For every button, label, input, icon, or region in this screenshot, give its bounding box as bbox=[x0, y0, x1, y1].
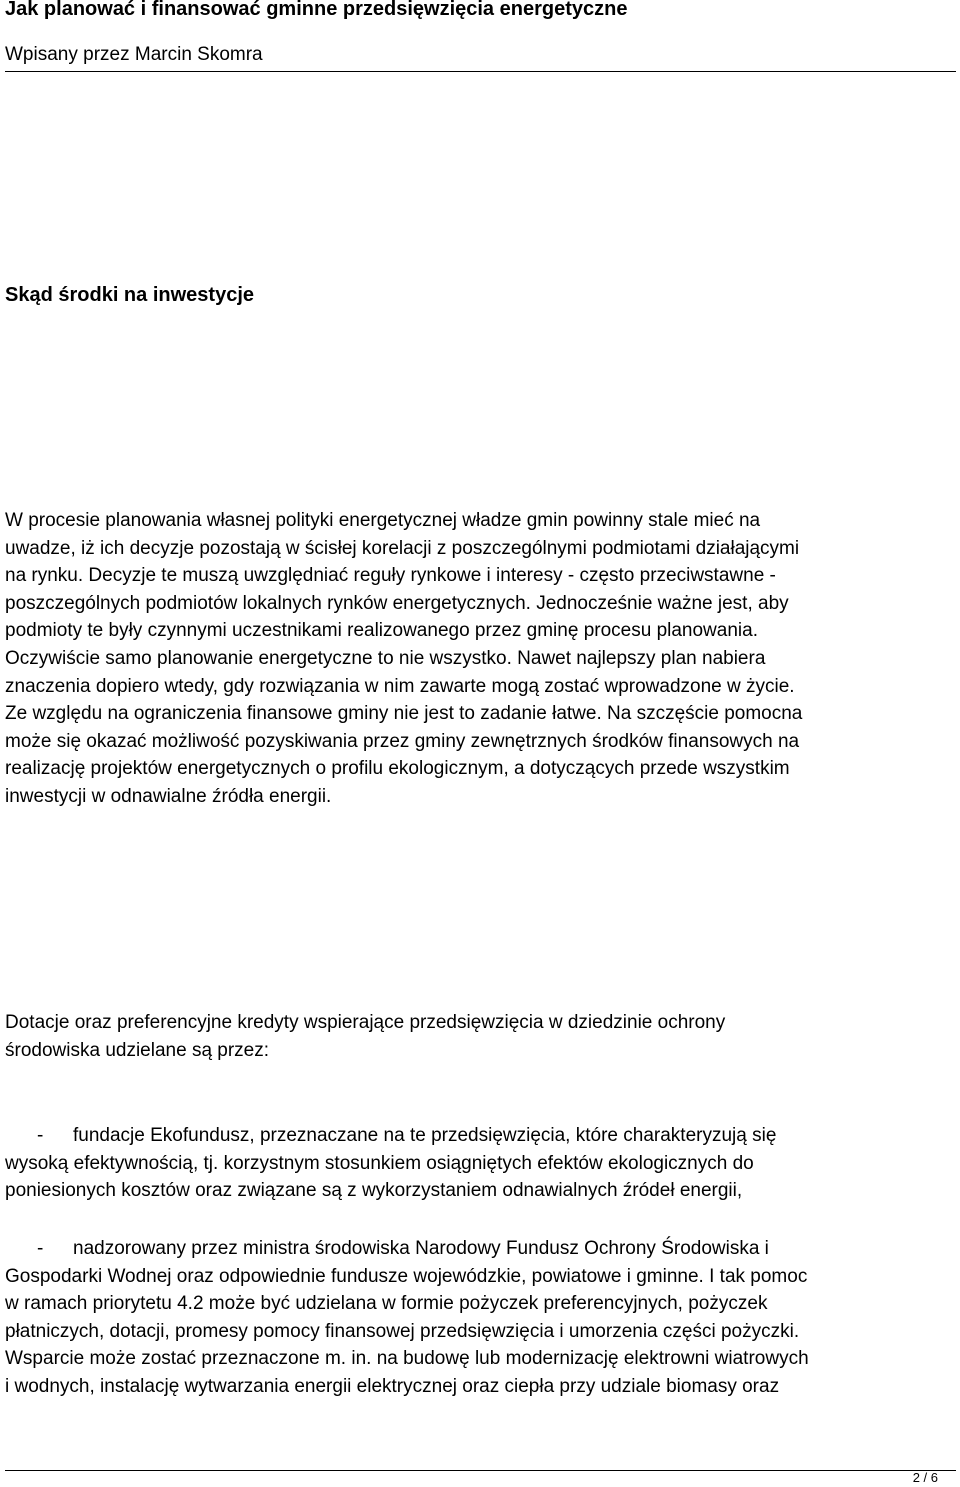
text-line: Ze względu na ograniczenia finansowe gminy nie jest to zadanie łatwe. Na szczęście pomocna bbox=[5, 703, 803, 725]
page-number: 2 / 6 bbox=[912, 1470, 938, 1485]
list-dash: - bbox=[37, 1238, 44, 1259]
header-divider bbox=[5, 71, 956, 72]
text-line: fundacje Ekofundusz, przeznaczane na te przedsięwzięcia, które charakteryzują się bbox=[73, 1125, 777, 1146]
text-line: poniesionych kosztów oraz związane są z wykorzystaniem odnawialnych źródeł energii, bbox=[5, 1180, 743, 1202]
text-line: wysoką efektywnością, tj. korzystnym stosunkiem osiągniętych efektów ekologicznych do bbox=[5, 1152, 754, 1174]
text-line: znaczenia dopiero wtedy, gdy rozwiązania w nim zawarte mogą zostać wprowadzone w życie. bbox=[5, 675, 795, 697]
paragraph-funding-intro bbox=[5, 1009, 945, 1064]
text-line: W procesie planowania własnej polityki energetycznej władze gmin powinny stale mieć na bbox=[5, 510, 761, 531]
list-item-nfosigw bbox=[5, 1235, 945, 1401]
author-byline: Wpisany przez Marcin Skomra bbox=[5, 44, 263, 65]
text-line: w ramach priorytetu 4.2 może być udzielana w formie pożyczek preferencyjnych, pożyczek bbox=[5, 1293, 768, 1315]
footer-divider bbox=[5, 1470, 956, 1471]
text-line: i wodnych, instalację wytwarzania energii elektrycznej oraz ciepła przy udziale biomasy oraz bbox=[5, 1375, 780, 1397]
text-line: płatniczych, dotacji, promesy pomocy finansowej przedsięwzięcia i umorzenia części pożyczki. bbox=[5, 1320, 800, 1342]
text-line: środowiska udzielane są przez: bbox=[5, 1039, 270, 1061]
text-line: inwestycji w odnawialne źródła energii. bbox=[5, 785, 332, 807]
list-item-first-line bbox=[5, 1122, 945, 1150]
text-line: podmioty te były czynnymi uczestnikami realizowanego przez gminę procesu planowania. bbox=[5, 620, 758, 642]
text-line: Gospodarki Wodnej oraz odpowiednie fundusze wojewódzkie, powiatowe i gminne. I tak pomoc bbox=[5, 1265, 808, 1287]
list-item-first-line bbox=[5, 1235, 945, 1263]
document-title: Jak planować i finansować gminne przedsięwzięcia energetyczne bbox=[5, 0, 628, 20]
text-line: realizację projektów energetycznych o profilu ekologicznym, a dotyczących przede wszystkim bbox=[5, 758, 790, 780]
text-line: Dotacje oraz preferencyjne kredyty wspierające przedsięwzięcia w dziedzinie ochrony bbox=[5, 1012, 726, 1033]
list-dash: - bbox=[37, 1125, 44, 1146]
text-line: Oczywiście samo planowanie energetyczne to nie wszystko. Nawet najlepszy plan nabiera bbox=[5, 647, 766, 669]
section-heading: Skąd środki na inwestycje bbox=[5, 284, 254, 306]
paragraph-intro bbox=[5, 507, 945, 811]
text-line: nadzorowany przez ministra środowiska Narodowy Fundusz Ochrony Środowiska i bbox=[73, 1238, 769, 1259]
list-item-ekofundusz bbox=[5, 1122, 945, 1205]
text-line: na rynku. Decyzje te muszą uwzględniać reguły rynkowe i interesy - często przeciwstawne - bbox=[5, 565, 776, 587]
text-line: może się okazać możliwość pozyskiwania przez gminy zewnętrznych środków finansowych na bbox=[5, 730, 800, 752]
text-line: Wsparcie może zostać przeznaczone m. in. na budowę lub modernizację elektrowni wiatrowych bbox=[5, 1348, 809, 1370]
text-line: poszczególnych podmiotów lokalnych rynków energetycznych. Jednocześnie ważne jest, aby bbox=[5, 592, 789, 614]
text-line: uwadze, iż ich decyzje pozostają w ścisłej korelacji z poszczególnymi podmiotami działającymi bbox=[5, 537, 800, 559]
